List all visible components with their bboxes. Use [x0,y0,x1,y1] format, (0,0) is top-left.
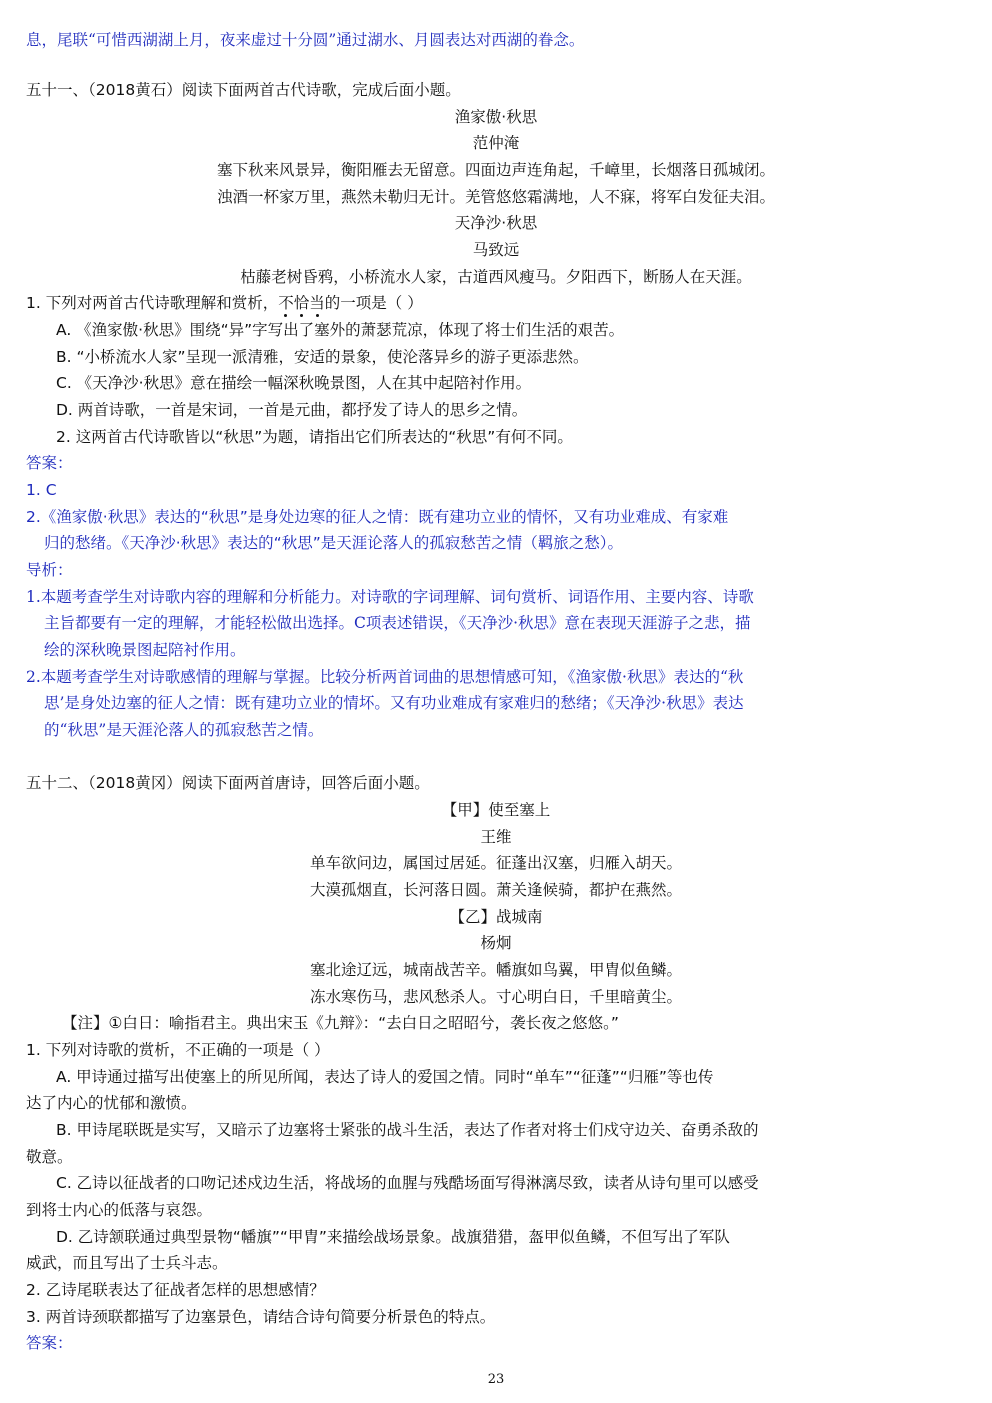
q52-answer-label: 答案： [26,1334,73,1352]
q51-question1-suffix: 的一项是（ ） [324,294,423,312]
q51-option-c: C. 《天净沙·秋思》意在描绘一幅深秋晚景图，人在其中起陪衬作用。 [56,374,532,392]
q51-poem2-author: 马致远 [472,241,520,259]
q52-heading: 五十二、（2018黄冈）阅读下面两首唐诗，回答后面小题。 [26,774,430,792]
q52-option-c-cont: 到将士内心的低落与哀怨。 [26,1201,213,1219]
q52-poemB-line: 冻水寒伤马，悲风愁杀人。寸心明白日，千里暗黄尘。 [309,988,682,1006]
q51-option-b: B. “小桥流水人家”呈现一派清雅，安适的景象，使沦落异乡的游子更添悲然。 [56,348,589,366]
q52-question2: 2. 乙诗尾联表达了征战者怎样的思想感情？ [26,1281,325,1299]
q51-poem1-line: 塞下秋来风景异，衡阳雁去无留意。四面边声连角起，千嶂里，长烟落日孤城闭。 [216,161,775,179]
q51-poem2-title: 天净沙·秋思 [454,214,538,232]
page-number: 23 [487,1372,505,1387]
q51-poem1-author: 范仲淹 [472,134,520,152]
q51-analysis-line: 主旨都要有一定的理解，才能轻松做出选择。C项表述错误，《天净沙·秋思》意在表现天涯游子之悲，描 [44,614,751,632]
q52-option-d-cont: 威武，而且写出了士兵斗志。 [26,1254,228,1272]
q51-answer-label: 答案： [26,454,73,472]
q52-option-c: C. 乙诗以征战者的口吻记述戍边生活，将战场的血腥与残酷场面写得淋漓尽致，读者从诗句里可以感受 [56,1174,759,1192]
q52-poemA-title: 【甲】使至塞上 [441,801,551,819]
q52-option-b-cont: 敬意。 [26,1148,73,1166]
q51-analysis-line: 思’是身处边塞的征人之情：既有建功立业的情坏。又有功业难成有家难归的愁绪；《天净沙·秋思》表达 [44,694,744,712]
top-continuation: 息，尾联“可惜西湖湖上月，夜来虚过十分圆”通过湖水、月圆表达对西湖的眷念。 [26,31,585,49]
q52-question1: 1. 下列对诗歌的赏析，不正确的一项是（ ） [26,1041,330,1059]
q51-analysis-label: 导析： [26,561,73,579]
q51-heading: 五十一、（2018黄石）阅读下面两首古代诗歌，完成后面小题。 [26,81,461,99]
q51-answer-line: 2.《渔家傲·秋思》表达的“秋思”是身处边寒的征人之情：既有建功立业的情怀，又有功业难成、有家难 [26,508,729,526]
q51-answer-line: 归的愁绪。《天净沙·秋思》表达的“秋思”是天涯论落人的孤寂愁苦之情（羁旅之愁）。 [44,534,623,552]
q52-poemA-line: 单车欲问边，属国过居延。征蓬出汉塞，归雁入胡天。 [309,854,682,872]
q52-question3: 3. 两首诗颈联都描写了边塞景色，请结合诗句简要分析景色的特点。 [26,1308,496,1326]
q52-poemB-title: 【乙】战城南 [449,908,543,926]
q52-option-a: A. 甲诗通过描写出使塞上的所见所闻，表达了诗人的爱国之情。同时“单车”“征蓬”“归雁”等也传 [56,1068,714,1086]
q51-question1 [26,293,992,313]
emphasis-dot-char: 不 [278,294,294,312]
q52-option-b: B. 甲诗尾联既是实写，又暗示了边塞将士紧张的战斗生活，表达了作者对将士们戍守边关、奋勇杀敌的 [56,1121,759,1139]
q52-poemA-line: 大漠孤烟直，长河落日圆。萧关逢候骑，都护在燕然。 [309,881,682,899]
q51-analysis-line: 1.本题考查学生对诗歌内容的理解和分析能力。对诗歌的字词理解、词句赏析、词语作用、主要内容、诗歌 [26,588,754,606]
q51-option-d: D. 两首诗歌，一首是宋词，一首是元曲，都抒发了诗人的思乡之情。 [56,401,528,419]
q51-analysis-line: 2.本题考查学生对诗歌感情的理解与掌握。比较分析两首词曲的思想情感可知，《渔家傲·秋思》表达的“秋 [26,668,744,686]
q52-note: 【注】①白日：喻指君主。典出宋玉《九辩》：“去白日之昭昭兮，袭长夜之悠悠。” [62,1014,619,1032]
q51-analysis-line: 绘的深秋晚景图起陪衬作用。 [44,641,246,659]
q51-poem2-line: 枯藤老树昏鸦，小桥流水人家，古道西风瘦马。夕阳西下，断肠人在天涯。 [240,268,752,286]
q51-option-a: A. 《渔家傲·秋思》围绕“异”字写出了塞外的萧瑟荒凉，体现了将士们生活的艰苦。 [56,321,625,339]
q51-poem1-line: 浊酒一杯家万里，燕然未勒归无计。羌管悠悠霜满地，人不寐，将军白发征夫泪。 [216,188,775,206]
q51-poem1-title: 渔家傲·秋思 [454,108,538,126]
q51-analysis-line: 的“秋思”是天涯沦落人的孤寂愁苦之情。 [44,721,324,739]
emphasis-dot-char: 恰 [293,294,310,312]
q52-poemA-author: 王维 [480,828,512,846]
q51-question1-prefix: 1. 下列对两首古代诗歌理解和赏析， [26,294,279,312]
emphasis-dot-char: 当 [309,294,325,312]
q52-poemB-author: 杨炯 [480,934,512,952]
q52-poemB-line: 塞北途辽远，城南战苦辛。幡旗如鸟翼，甲胄似鱼鳞。 [309,961,682,979]
q52-option-a-cont: 达了内心的忧郁和激愤。 [26,1094,197,1112]
q52-option-d: D. 乙诗颔联通过典型景物“幡旗”“甲胄”来描绘战场景象。战旗猎猎，盔甲似鱼鳞，不但写出了军队 [56,1228,730,1246]
q51-answer-line: 1. C [26,481,57,499]
q51-question2: 2. 这两首古代诗歌皆以“秋思”为题，请指出它们所表达的“秋思”有何不同。 [56,428,573,446]
